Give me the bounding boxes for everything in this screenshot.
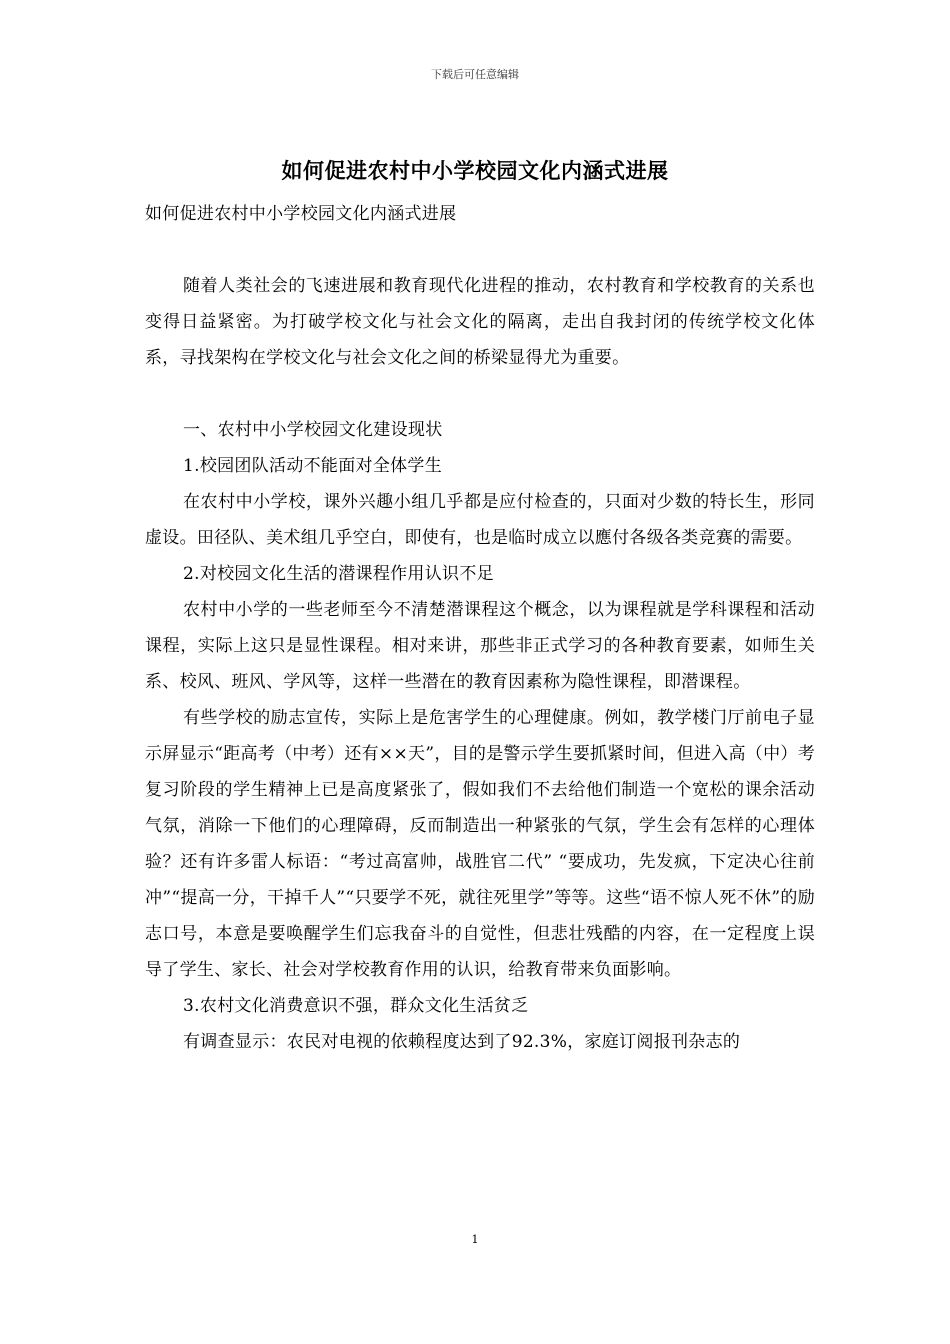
- document-subtitle: 如何促进农村中小学校园文化内涵式进展: [145, 204, 457, 224]
- body-paragraph: 农村中小学的一些老师至今不清楚潜课程这个概念，以为课程就是学科课程和活动课程，实际上这只是显性课程。相对来讲，那些非正式学习的各种教育要素，如师生关系、校风、班风、学风等，这样一些潜在的教育因素称为隐性课程，即潜课程。: [145, 600, 815, 692]
- body-paragraph: 有些学校的励志宣传，实际上是危害学生的心理健康。例如，教学楼门厅前电子显示屏显示“距高考（中考）还有××天”，目的是警示学生要抓紧时间，但进入高（中）考复习阶段的学生精神上已是高度紧张了，假如我们不去给他们制造一个宽松的课余活动气氛，消除一下他们的心理障碍，反而制造出一种紧张的气氛，学生会有怎样的心理体验？还有许多雷人标语：“考过高富帅，战胜官二代” “要成功，先发疯，下定决心往前冲”“提高一分，干掉千人”“只要学不死，就往死里学”等等。这些“语不惊人死不休”的励志口号，本意是要唤醒学生们忘我奋斗的自觉性，但悲壮残酷的内容，在一定程度上误导了学生、家长、社会对学校教育作用的认识，给教育带来负面影响。: [145, 708, 815, 980]
- document-body: [145, 196, 815, 1060]
- body-paragraph: 在农村中小学校，课外兴趣小组几乎都是应付检查的，只面对少数的特长生，形同虚设。田径队、美术组几乎空白，即使有，也是临时成立以應付各级各类竞赛的需要。: [145, 492, 815, 548]
- item-heading: 1.校园团队活动不能面对全体学生: [183, 456, 443, 476]
- item-heading: 3.农村文化消费意识不强，群众文化生活贫乏: [183, 996, 529, 1016]
- item-heading: 2.对校园文化生活的潜课程作用认识不足: [183, 564, 494, 584]
- page-number: 1: [471, 1233, 479, 1246]
- spacer: [145, 232, 815, 268]
- page-header: 下载后可任意编辑: [431, 68, 519, 81]
- section-heading: 一、农村中小学校园文化建设现状: [183, 420, 443, 440]
- spacer: [145, 376, 815, 412]
- body-paragraph: 有调查显示：农民对电视的依赖程度达到了92.3%，家庭订阅报刊杂志的: [183, 1032, 741, 1052]
- intro-paragraph: 随着人类社会的飞速进展和教育现代化进程的推动，农村教育和学校教育的关系也变得日益紧密。为打破学校文化与社会文化的隔离，走出自我封闭的传统学校文化体系，寻找架构在学校文化与社会文化之间的桥梁显得尤为重要。: [145, 276, 815, 368]
- document-title: 如何促进农村中小学校园文化内涵式进展: [281, 158, 669, 183]
